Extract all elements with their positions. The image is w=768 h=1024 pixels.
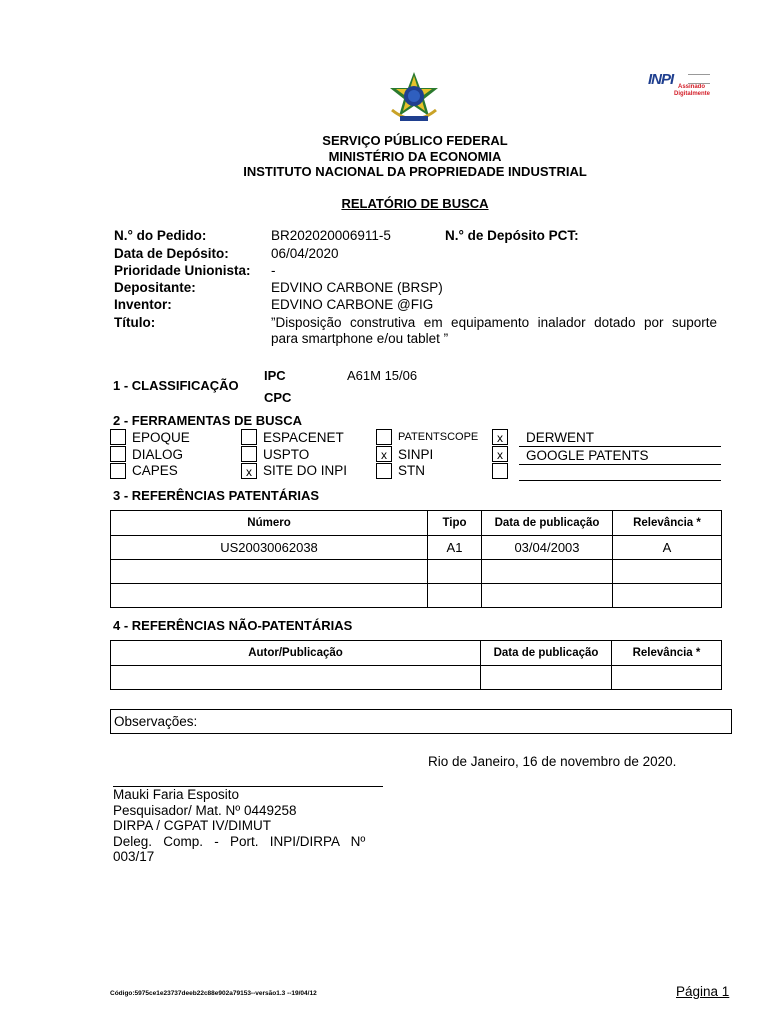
inventor-value: EDVINO CARBONE @FIG [271,297,434,312]
col-relevancia-np: Relevância * [612,641,722,666]
pedido-value: BR202020006911-5 [271,228,391,243]
observacoes-label: Observações: [114,714,198,729]
signer-name: Mauki Faria Esposito [113,787,240,802]
classification-heading: 1 - CLASSIFICAÇÃO [113,378,239,393]
depositante-label: Depositante: [114,280,196,295]
patent-refs-heading: 3 - REFERÊNCIAS PATENTÁRIAS [113,488,320,503]
signed-label-1: Assinado [678,84,706,90]
header-line-2: MINISTÉRIO DA ECONOMIA [328,149,502,164]
tool-espacenet: ESPACENET [263,430,344,445]
footer-code: Código:5975ce1e23737deeb22c88e902a79153--versão1.3 --19/04/12 [110,990,317,997]
table-header-row [111,511,722,536]
cpc-label: CPC [264,390,292,405]
col-data-np: Data de publicação [481,641,612,666]
prioridade-value: - [271,263,276,278]
tools-heading: 2 - FERRAMENTAS DE BUSCA [113,413,302,428]
col-numero: Número [111,511,428,536]
col-autor: Autor/Publicação [111,641,481,666]
page-number: Página 1 [676,984,730,999]
tool-stn: STN [398,463,425,478]
signer-deleg-1: Deleg. Comp. - Port. INPI/DIRPA Nº [113,834,366,849]
tool-site-inpi: SITE DO INPI [263,463,348,478]
checkbox-other [492,463,508,479]
ipc-label: IPC [264,368,286,383]
depositante-value: EDVINO CARBONE (BRSP) [271,280,443,295]
place-date: Rio de Janeiro, 16 de novembro de 2020. [428,754,677,769]
table-header-row [111,641,722,666]
other-underline [519,480,721,481]
header-line-1: SERVIÇO PÚBLICO FEDERAL [322,133,508,148]
nonpatent-refs-table [110,640,722,690]
tool-patentscope: PATENTSCOPE [398,431,479,443]
logo-lines [688,74,710,84]
checkbox-stn [376,463,392,479]
row1-numero: US20030062038 [111,536,428,560]
checkbox-site-inpi: x [241,463,257,479]
signer-deleg-2: 003/17 [113,849,155,864]
report-title: RELATÓRIO DE BUSCA [341,196,489,211]
checkbox-derwent: x [492,429,508,445]
signer-role: Pesquisador/ Mat. Nº 0449258 [113,803,297,818]
signer-dept: DIRPA / CGPAT IV/DIMUT [113,818,272,833]
derwent-underline [519,446,721,447]
prioridade-label: Prioridade Unionista: [114,263,251,278]
checkbox-google-patents: x [492,446,508,462]
patent-refs-table [110,510,722,608]
row1-data: 03/04/2003 [482,536,613,560]
col-tipo: Tipo [428,511,482,536]
col-relevancia: Relevância * [613,511,722,536]
checkbox-capes [110,463,126,479]
table-row [111,666,722,690]
checkbox-sinpi: x [376,446,392,462]
inventor-label: Inventor: [114,297,172,312]
ipc-value: A61M 15/06 [347,368,418,383]
checkbox-espacenet [241,429,257,445]
pedido-label: N.° do Pedido: [114,228,207,243]
row1-tipo: A1 [428,536,482,560]
observacoes-box [110,709,732,734]
signed-label-2: Digitalmente [674,91,711,97]
row1-relevancia: A [613,536,722,560]
coat-of-arms-seal [386,70,442,128]
inpi-logo [648,71,712,105]
inpi-logo-text: INPI [648,71,674,88]
google-underline [519,464,721,465]
table-row [111,560,722,584]
checkbox-uspto [241,446,257,462]
tool-google-patents: GOOGLE PATENTS [526,448,649,463]
col-data: Data de publicação [482,511,613,536]
checkbox-dialog [110,446,126,462]
checkbox-patentscope [376,429,392,445]
pct-label: N.° de Depósito PCT: [445,228,579,243]
tool-derwent: DERWENT [526,430,595,445]
header-line-3: INSTITUTO NACIONAL DA PROPRIEDADE INDUSTRIAL [243,164,587,179]
tool-uspto: USPTO [263,447,310,462]
tool-capes: CAPES [132,463,178,478]
deposito-label: Data de Depósito: [114,246,229,261]
nonpatent-refs-heading: 4 - REFERÊNCIAS NÃO-PATENTÁRIAS [113,618,353,633]
tool-epoque: EPOQUE [132,430,190,445]
table-row [111,584,722,608]
checkbox-epoque [110,429,126,445]
deposito-value: 06/04/2020 [271,246,339,261]
titulo-value-2: para smartphone e/ou tablet ” [271,331,449,346]
tool-dialog: DIALOG [132,447,184,462]
table-row [111,536,722,560]
titulo-value-1: ”Disposição construtiva em equipamento inalador dotado por suporte [271,315,717,330]
titulo-label: Título: [114,315,156,330]
tool-sinpi: SINPI [398,447,434,462]
